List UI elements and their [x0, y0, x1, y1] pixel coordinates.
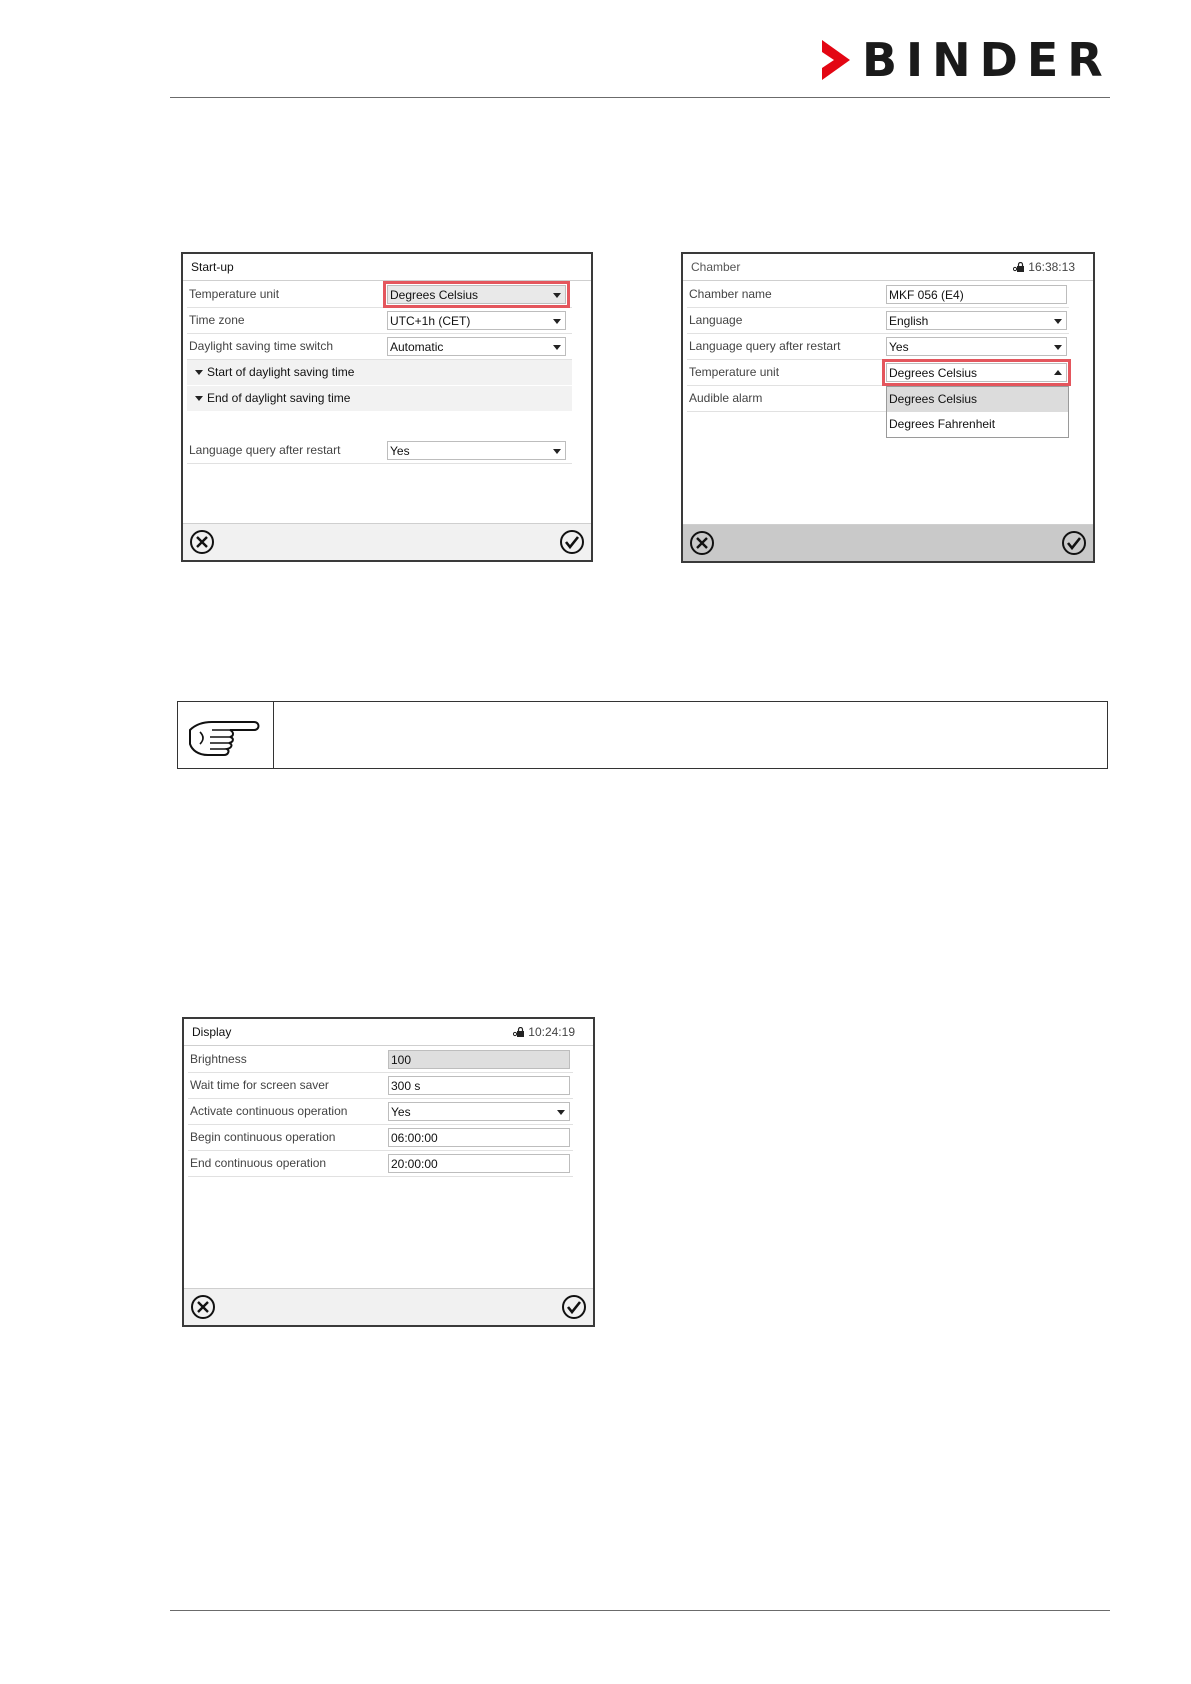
expander-label: End of daylight saving time	[207, 391, 351, 405]
select-value: UTC+1h (CET)	[390, 314, 471, 328]
dropdown-caret-icon	[553, 345, 561, 350]
field-value: 06:00:00	[391, 1131, 438, 1145]
note-box	[177, 701, 1108, 769]
startup-screen	[181, 252, 593, 562]
start-dst-expander[interactable]	[187, 360, 572, 385]
temperature-unit-dropdown	[886, 386, 1069, 438]
setting-row	[687, 308, 1069, 334]
daylight-saving-select[interactable]	[387, 337, 566, 356]
dropdown-caret-icon	[1054, 319, 1062, 324]
temperature-unit-select[interactable]	[387, 285, 566, 304]
setting-label: Time zone	[189, 313, 245, 327]
dropdown-caret-icon	[553, 449, 561, 454]
setting-row	[188, 1125, 573, 1151]
setting-row	[687, 386, 887, 412]
begin-continuous-field[interactable]	[388, 1128, 570, 1147]
select-value: Yes	[391, 1105, 411, 1119]
dropdown-option[interactable]: Degrees Celsius	[887, 387, 1068, 412]
expand-triangle-icon	[195, 396, 203, 401]
setting-label: Wait time for screen saver	[190, 1078, 329, 1092]
field-value: 300 s	[391, 1079, 421, 1093]
setting-label: Activate continuous operation	[190, 1104, 348, 1118]
lock-icon	[1013, 262, 1025, 272]
screen-title: Start-up	[191, 260, 234, 274]
setting-row	[187, 334, 572, 360]
dropdown-caret-icon	[553, 319, 561, 324]
cancel-icon[interactable]	[190, 1294, 216, 1320]
field-value: 20:00:00	[391, 1157, 438, 1171]
setting-label: End continuous operation	[190, 1156, 327, 1170]
setting-label: Language	[689, 313, 743, 327]
end-dst-expander[interactable]	[187, 386, 572, 411]
clock	[1013, 254, 1075, 280]
select-value: English	[889, 314, 929, 328]
screen-footer	[683, 524, 1093, 561]
select-value: Yes	[889, 340, 909, 354]
setting-row	[188, 1073, 573, 1099]
expand-triangle-icon	[195, 370, 203, 375]
screen-footer	[184, 1288, 593, 1325]
dropdown-caret-icon	[1054, 345, 1062, 350]
display-screen	[182, 1017, 595, 1327]
setting-row	[687, 360, 1069, 386]
setting-row	[188, 1047, 573, 1073]
dropdown-caret-icon	[553, 293, 561, 298]
binder-logo	[820, 33, 1112, 87]
setting-row	[187, 282, 572, 308]
setting-label: Language query after restart	[689, 339, 841, 353]
time-zone-select[interactable]	[387, 311, 566, 330]
temperature-unit-select[interactable]	[886, 363, 1067, 382]
brightness-field[interactable]	[388, 1050, 570, 1069]
cancel-icon[interactable]	[189, 529, 215, 555]
select-value: Degrees Celsius	[889, 366, 978, 380]
field-value: 100	[391, 1053, 412, 1067]
setting-row	[188, 1099, 573, 1125]
setting-label: Temperature unit	[189, 287, 280, 301]
brand-arrow-icon	[820, 38, 854, 82]
select-value: Automatic	[390, 340, 444, 354]
setting-label: Brightness	[190, 1052, 247, 1066]
setting-row	[188, 1151, 573, 1177]
expander-label: Start of daylight saving time	[207, 365, 355, 379]
confirm-icon[interactable]	[561, 1294, 587, 1320]
setting-row	[187, 438, 572, 464]
confirm-icon[interactable]	[1061, 530, 1087, 556]
note-divider	[273, 702, 274, 768]
setting-label: Begin continuous operation	[190, 1130, 336, 1144]
continuous-operation-select[interactable]	[388, 1102, 570, 1121]
end-continuous-field[interactable]	[388, 1154, 570, 1173]
setting-row	[687, 282, 1069, 308]
header-rule	[170, 97, 1110, 98]
setting-label: Chamber name	[689, 287, 772, 301]
brand-name: BINDER	[862, 33, 1112, 87]
setting-row	[687, 334, 1069, 360]
language-query-select[interactable]	[886, 337, 1067, 356]
setting-label: Language query after restart	[189, 443, 341, 457]
field-value: MKF 056 (E4)	[889, 288, 964, 302]
pointing-hand-icon	[186, 710, 264, 762]
screen-footer	[183, 523, 591, 560]
cancel-icon[interactable]	[689, 530, 715, 556]
dropdown-option[interactable]: Degrees Fahrenheit	[889, 417, 996, 431]
setting-row	[187, 308, 572, 334]
screen-title-bar	[683, 254, 1093, 281]
screen-title: Chamber	[691, 260, 741, 274]
lock-icon	[513, 1027, 525, 1037]
select-value: Yes	[390, 444, 410, 458]
chamber-screen	[681, 252, 1095, 563]
setting-label: Temperature unit	[689, 365, 780, 379]
select-value: Degrees Celsius	[390, 288, 479, 302]
footer-rule	[170, 1610, 1110, 1611]
clock	[513, 1019, 575, 1045]
language-select[interactable]	[886, 311, 1067, 330]
clock-time: 10:24:19	[528, 1025, 575, 1039]
screen-title: Display	[192, 1025, 232, 1039]
setting-label: Daylight saving time switch	[189, 339, 334, 353]
dropdown-caret-icon	[557, 1110, 565, 1115]
screen-title-bar	[183, 254, 591, 281]
setting-label: Audible alarm	[689, 391, 763, 405]
screen-title-bar	[184, 1019, 593, 1046]
screen-saver-wait-field[interactable]	[388, 1076, 570, 1095]
chamber-name-field[interactable]	[886, 285, 1067, 304]
dropdown-caret-up-icon	[1054, 370, 1062, 375]
confirm-icon[interactable]	[559, 529, 585, 555]
language-query-select[interactable]	[387, 441, 566, 460]
clock-time: 16:38:13	[1028, 260, 1075, 274]
